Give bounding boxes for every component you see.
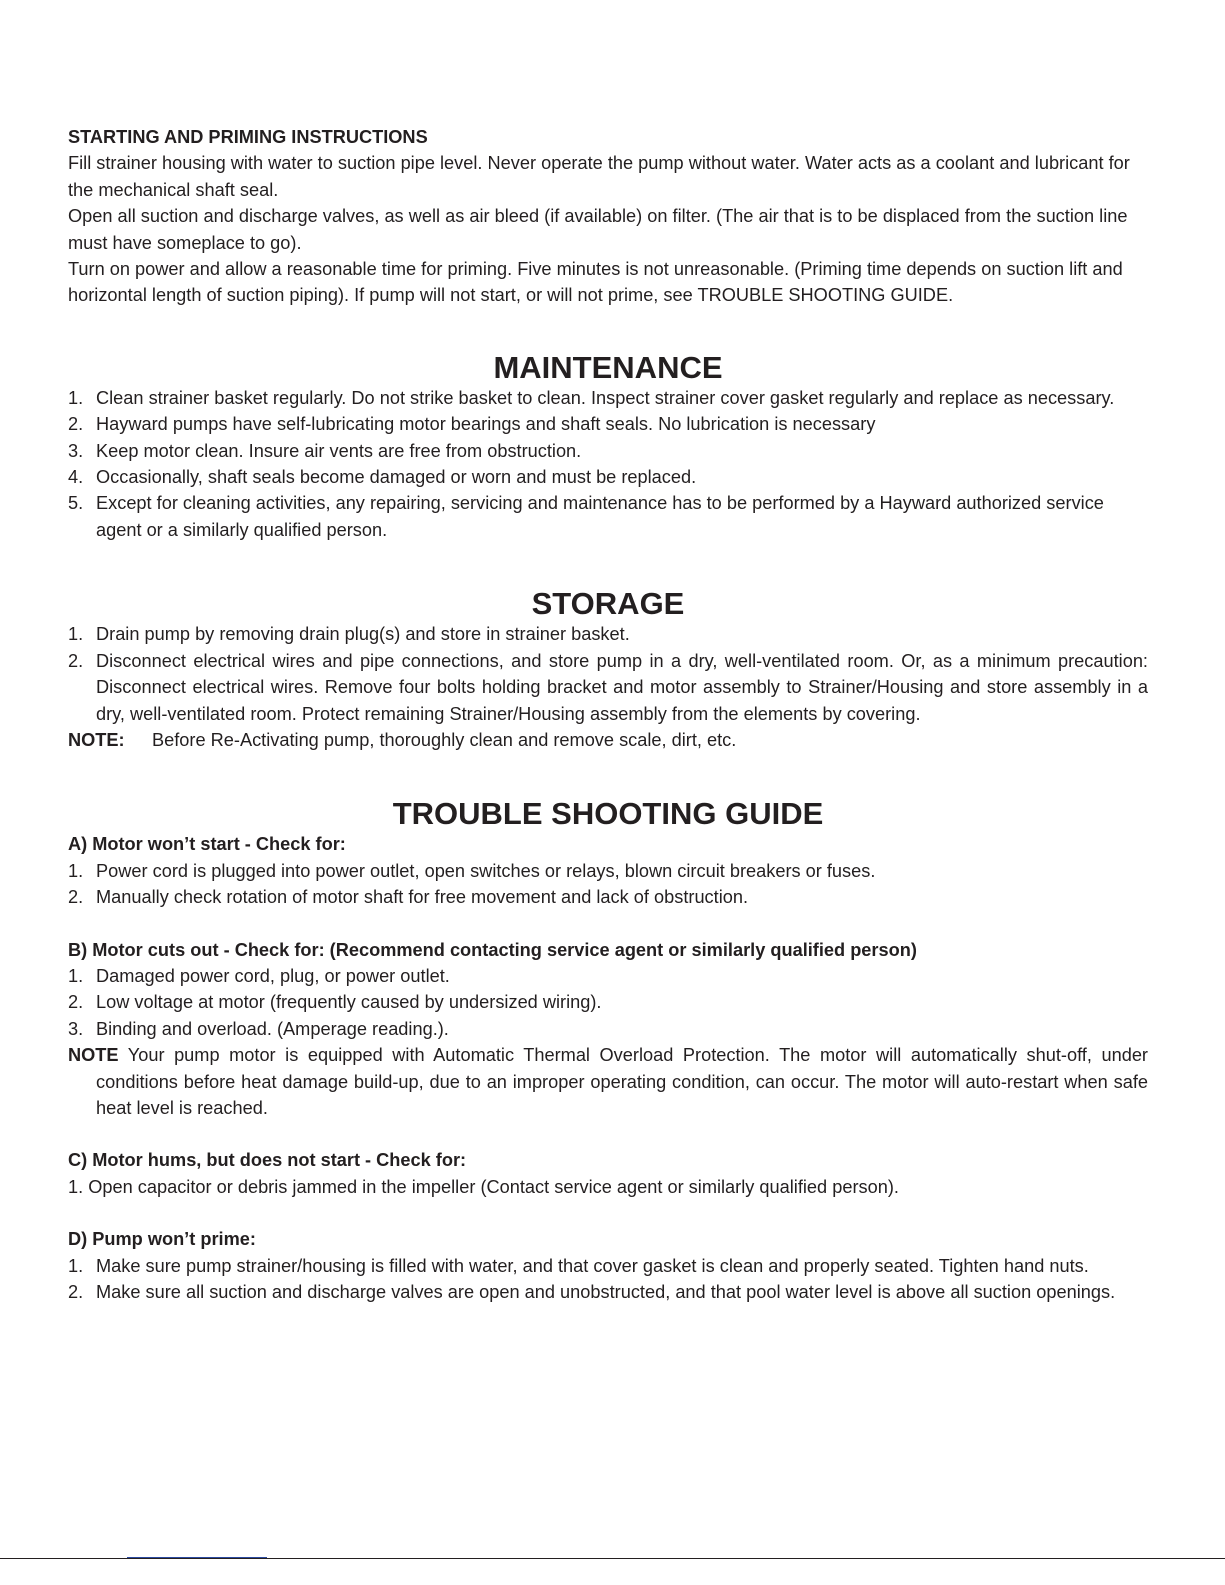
list-item: 5. Except for cleaning activities, any repairing, servicing and maintenance has to be performed by a Hayward authorized service agent or a similarly qualified person. [68,493,1104,540]
section-c-heading: C) Motor hums, but does not start - Check for: [68,1150,467,1171]
document-page [68,124,1148,1305]
troubleshooting-heading: TROUBLE SHOOTING GUIDE [392,796,824,832]
footer-rule [0,1558,1225,1559]
section-d-heading: D) Pump won’t prime: [68,1229,256,1250]
starting-paragraph-2: Open all suction and discharge valves, as well as air bleed (if available) on filter. (The air that is to be displaced from the suction line must have someplace to go). [68,206,1128,253]
maintenance-heading: MAINTENANCE [493,349,723,385]
list-item: 2. Manually check rotation of motor shaft for free movement and lack of obstruction. [68,887,749,908]
list-item: 2. Hayward pumps have self-lubricating motor bearings and shaft seals. No lubrication is necessary [68,414,876,435]
storage-list [68,621,1148,727]
list-item: 1. Power cord is plugged into power outlet, open switches or relays, blown circuit breakers or fuses. [68,860,876,881]
starting-heading: STARTING AND PRIMING INSTRUCTIONS [68,127,428,147]
list-item: 3. Binding and overload. (Amperage reading.). [68,1018,449,1039]
section-a-heading: A) Motor won’t start - Check for: [68,834,346,855]
list-item: 1. Make sure pump strainer/housing is filled with water, and that cover gasket is clean and properly seated. Tighten hand nuts. [68,1255,1089,1276]
note-label: NOTE: [68,729,125,750]
starting-paragraph-3: Turn on power and allow a reasonable time for priming. Five minutes is not unreasonable. (Priming time depends on suction lift and horizontal length of suction piping). If pump will not start, or will not prime, see TROUBLE SHOOTING GUIDE. [68,259,1123,306]
storage-note: NOTE: Before Re-Activating pump, thoroughly clean and remove scale, dirt, etc. [68,727,1148,753]
list-item: 2. Disconnect electrical wires and pipe connections, and store pump in a dry, well-ventilated room. Or, as a minimum precaution: Disconnect electrical wires. Remove four bolts holding bracket and motor assembly to Strainer/Housing and store assembly in a dry, well-ventilated room. Protect remaining Strainer/Housing assembly from the elements by covering. [68,650,1148,724]
note-label: NOTE [68,1045,119,1066]
section-c-line: 1. Open capacitor or debris jammed in the impeller (Contact service agent or similarly qualified person). [68,1176,899,1197]
footer-rule-accent [127,1557,267,1558]
storage-heading: STORAGE [531,586,685,622]
list-item: 1. Clean strainer basket regularly. Do not strike basket to clean. Inspect strainer cover gasket regularly and replace as necessary. [68,387,1115,408]
list-item: 4. Occasionally, shaft seals become damaged or worn and must be replaced. [68,467,697,488]
starting-paragraph-1: Fill strainer housing with water to suction pipe level. Never operate the pump without water. Water acts as a coolant and lubricant for the mechanical shaft seal. [68,153,1130,200]
section-b-heading: B) Motor cuts out - Check for: (Recommend contacting service agent or similarly qualified person) [68,939,917,960]
list-item: 1. Drain pump by removing drain plug(s) and store in strainer basket. [68,624,630,645]
list-item: 2. Make sure all suction and discharge valves are open and unobstructed, and that pool water level is above all suction openings. [68,1282,1116,1302]
list-item: 1. Damaged power cord, plug, or power outlet. [68,965,450,986]
list-item: 2. Low voltage at motor (frequently caused by undersized wiring). [68,992,602,1013]
maintenance-list [68,385,1148,543]
list-item: 3. Keep motor clean. Insure air vents are free from obstruction. [68,440,582,461]
section-b-note: NOTE Your pump motor is equipped with Automatic Thermal Overload Protection. The motor will automatically shut-off, under conditions before heat damage build-up, due to an improper operating condition, can occur. The motor will auto-restart when safe heat level is reached. [68,1045,1148,1118]
